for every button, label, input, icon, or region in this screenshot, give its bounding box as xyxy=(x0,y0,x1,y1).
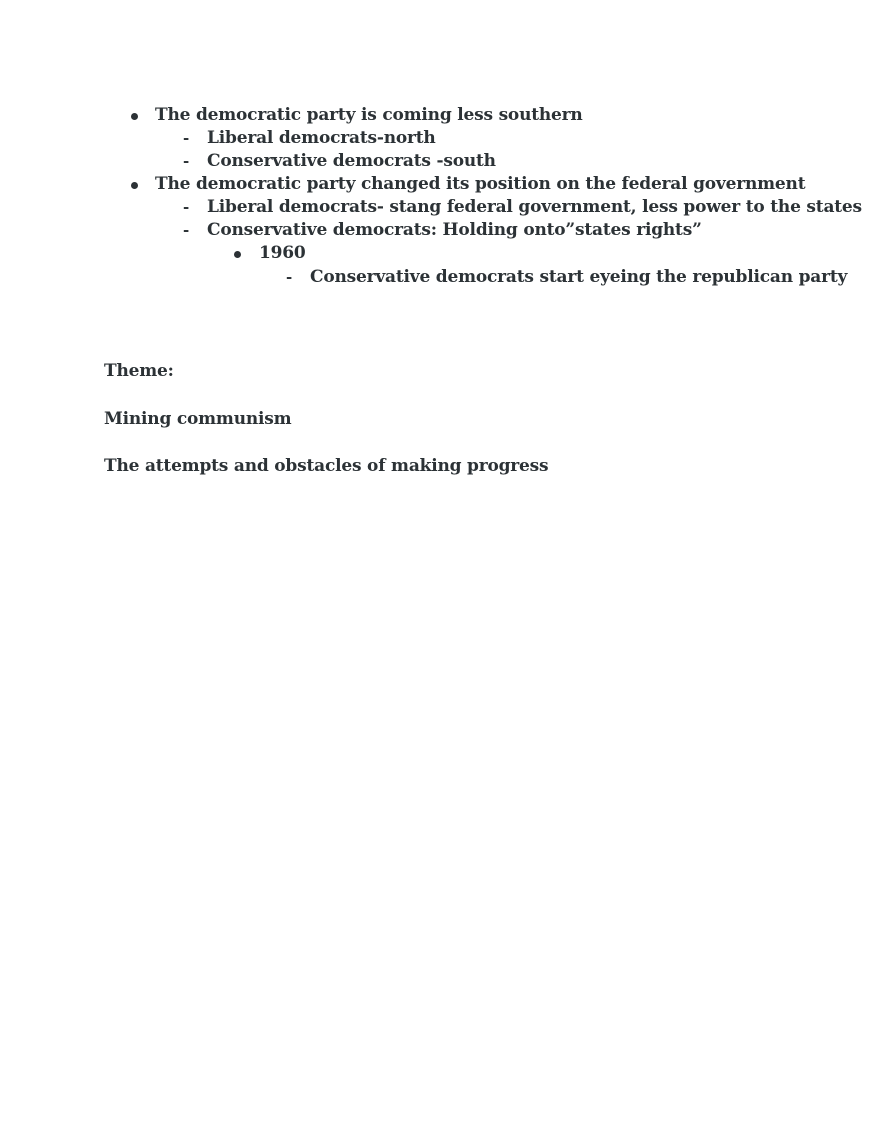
sub-item-1-1: Liberal democrats-north xyxy=(207,128,436,148)
theme-line-2: The attempts and obstacles of making progress xyxy=(104,456,549,476)
nested-sub-item: Conservative democrats start eyeing the republican party xyxy=(310,267,848,287)
dash-marker: - xyxy=(183,198,190,216)
bullet-icon xyxy=(131,182,138,189)
theme-label: Theme: xyxy=(104,361,174,381)
bullet-icon xyxy=(131,113,138,120)
dash-marker: - xyxy=(286,268,293,286)
dash-marker: - xyxy=(183,221,190,239)
sub-item-2-1: Liberal democrats- stang federal government, less power to the states xyxy=(207,197,862,217)
theme-line-1: Mining communism xyxy=(104,409,292,429)
bullet-item-1: The democratic party is coming less southern xyxy=(155,105,583,125)
bullet-item-2: The democratic party changed its position on the federal government xyxy=(155,174,806,194)
sub-item-1-2: Conservative democrats -south xyxy=(207,151,496,171)
sub-item-2-2: Conservative democrats: Holding onto”states rights” xyxy=(207,220,702,240)
nested-item: 1960 xyxy=(259,243,306,263)
dash-marker: - xyxy=(183,152,190,170)
bullet-icon xyxy=(234,251,241,258)
dash-marker: - xyxy=(183,129,190,147)
